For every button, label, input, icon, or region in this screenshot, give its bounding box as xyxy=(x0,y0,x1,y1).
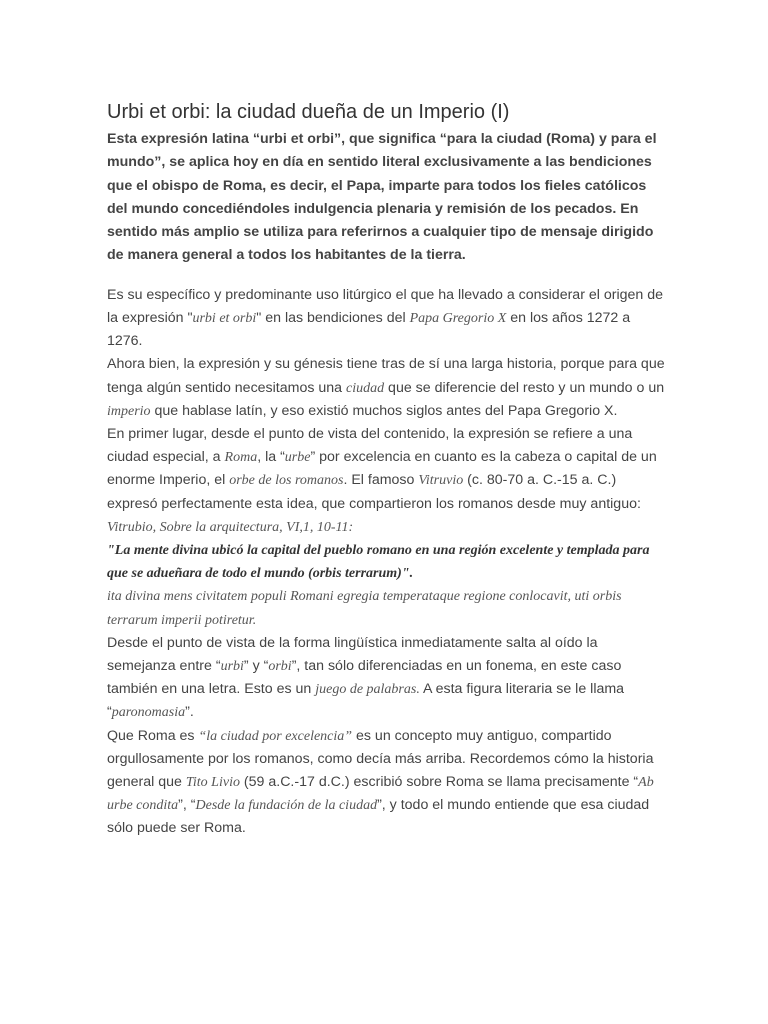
text-span: En primer lugar, desde el punto de vista del contenido, la expresión se refiere a una ciudad especial, a xyxy=(107,426,633,466)
paragraph-content xyxy=(107,423,667,516)
paragraph-origin xyxy=(107,284,667,354)
text-span: ”, tan sólo diferenciadas en un fonema, en este caso también en una letra. Esto es un xyxy=(107,658,622,698)
lead-paragraph: Esta expresión latina “urbi et orbi”, que significa “para la ciudad (Roma) y para el mundo”, se aplica hoy en día en sentido literal exclusivamente a las bendiciones que el obispo de Roma, es decir, el Papa, imparte para todos los fieles católicos del mundo concediéndoles indulgencia plenaria y remisión de los pecados. En sentido más amplio se utiliza para referirnos a cualquier tipo de mensaje dirigido de manera general a todos los habitantes de la tierra. xyxy=(107,131,657,264)
paragraph-roma xyxy=(107,725,667,841)
article xyxy=(107,98,667,841)
text-span: (59 a.C.-17 d.C.) escribió sobre Roma se llama precisamente “ xyxy=(239,774,639,791)
text-span: Ahora bien, la expresión y su génesis tiene tras de sí una larga historia, porque para que tenga algún sentido necesitamos una xyxy=(107,356,665,396)
italic-term: “la ciudad por excelencia” xyxy=(198,728,353,744)
italic-term: urbi et orbi xyxy=(192,310,257,326)
text-span: A esta figura literaria se le llama “ xyxy=(107,681,625,721)
text-span: que hablase latín, y eso existió muchos siglos antes del Papa Gregorio X. xyxy=(150,402,618,419)
italic-term: Vitruvio xyxy=(418,473,464,489)
quote-latin: ita divina mens civitatem populi Romani egregia temperataque regione conlocavit, uti orbis terrarum imperii potiretur. xyxy=(107,589,622,628)
paragraph-genesis xyxy=(107,353,667,423)
text-span: en los años 1272 a 1276. xyxy=(107,309,631,350)
italic-term: Desde la fundación de la ciudad xyxy=(195,798,378,814)
text-span: . El famoso xyxy=(343,472,419,489)
italic-term: juego de palabras. xyxy=(315,682,420,698)
italic-term: Ab urbe condita xyxy=(107,775,654,814)
quote-translation: "La mente divina ubicó la capital del pueblo romano en una región excelente y templada para que se adueñara de todo el mundo (orbis terrarum)". xyxy=(107,543,650,582)
italic-term: paronomasia xyxy=(111,705,186,721)
text-span: ”, y todo el mundo entiende que esa ciudad sólo puede ser Roma. xyxy=(107,797,650,837)
text-span: Desde el punto de vista de la forma lingüística inmediatamente salta al oído la semejanza entre “ xyxy=(107,634,598,675)
italic-term: orbi xyxy=(268,659,292,675)
text-span: ” por excelencia en cuanto es la cabeza o capital de un enorme Imperio, el xyxy=(107,449,657,489)
italic-term: orbe de los romanos xyxy=(229,473,344,489)
text-span: Es su específico y predominante uso litúrgico el que ha llevado a considerar el origen de la expresión " xyxy=(107,286,664,326)
text-span: que se diferencie del resto y un mundo o un xyxy=(384,379,665,396)
italic-term: urbi xyxy=(220,659,244,675)
italic-term: ciudad xyxy=(346,380,385,396)
paragraph-linguistic xyxy=(107,632,667,725)
text-span: , la “ xyxy=(257,449,285,466)
italic-term: Papa Gregorio X xyxy=(409,310,507,326)
article-title: Urbi et orbi: la ciudad dueña de un Imperio (I) xyxy=(107,101,510,123)
text-span: ” y “ xyxy=(243,658,269,675)
italic-term: Tito Livio xyxy=(185,775,240,791)
italic-term: Roma xyxy=(224,450,258,466)
italic-term: imperio xyxy=(107,403,151,419)
italic-term: urbe xyxy=(284,450,311,466)
text-span: ”, “ xyxy=(178,797,196,814)
text-span: ”. xyxy=(185,704,194,721)
article-body xyxy=(107,284,667,841)
citation: Vitrubio, Sobre la arquitectura, VI,1, 10-11: xyxy=(107,519,354,535)
text-span: Que Roma es xyxy=(107,727,199,744)
text-span: " en las bendiciones del xyxy=(256,309,410,326)
text-span: (c. 80-70 a. C.-15 a. C.) expresó perfectamente esta idea, que compartieron los romanos desde muy antiguo: xyxy=(107,472,641,512)
text-span: es un concepto muy antiguo, compartido orgullosamente por los romanos, como decía más arriba. Recordemos cómo la historia general que xyxy=(107,727,654,791)
